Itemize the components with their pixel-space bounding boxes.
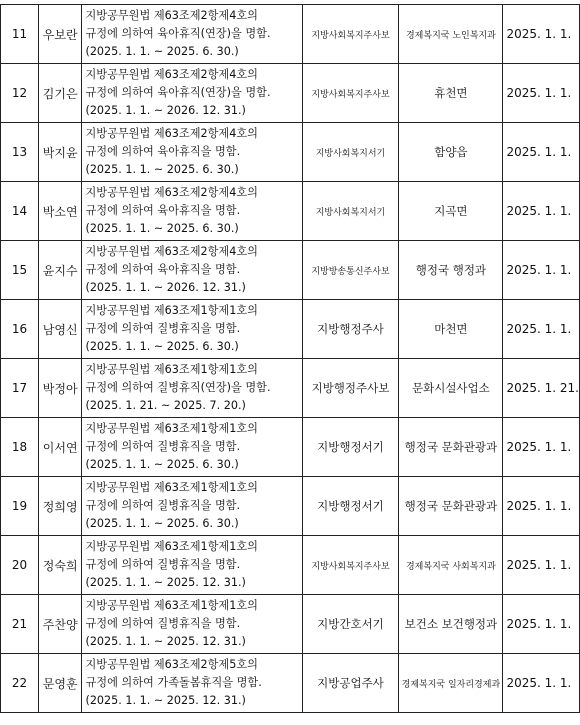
row-number: 22 [1,654,39,713]
department: 경제복지국 사회복지과 [399,536,503,595]
job-position: 지방행정서기 [302,477,399,536]
description-line: 지방공무원법 제63조제1항제1호의 [85,304,258,317]
description-line: 규정에 의하여 질병휴직을 명함. [85,322,241,335]
effective-date: 2025. 1. 21. [503,359,580,418]
employee-name: 우보란 [38,5,82,64]
description-line: (2025. 1. 1. ~ 2025. 6. 30.) [85,340,239,353]
description-line: 지방공무원법 제63조제1항제1호의 [85,540,258,553]
table-row [1,182,580,241]
table-row [1,654,580,713]
employee-name: 박정아 [38,359,82,418]
order-description [82,477,302,536]
description-line: (2025. 1. 1. ~ 2025. 12. 31.) [85,635,246,648]
department: 마천면 [399,300,503,359]
table-row [1,64,580,123]
row-number: 13 [1,123,39,182]
department: 경제복지국 노인복지과 [399,5,503,64]
table-row [1,359,580,418]
order-description [82,654,302,713]
employee-name: 김기은 [38,64,82,123]
effective-date: 2025. 1. 1. [503,123,580,182]
order-description [82,536,302,595]
description-line: 규정에 의하여 육아휴직을 명함. [85,263,241,276]
description-line: 지방공무원법 제63조제2항제4호의 [85,9,258,22]
description-line: 규정에 의하여 질병휴직을 명함. [85,440,241,453]
description-line: 지방공무원법 제63조제2항제4호의 [85,186,258,199]
employee-name: 이서연 [38,418,82,477]
row-number: 16 [1,300,39,359]
effective-date: 2025. 1. 1. [503,300,580,359]
description-line: 지방공무원법 제63조제2항제5호의 [85,658,258,671]
description-line: 규정에 의하여 가족돌봄휴직을 명함. [85,676,262,689]
description-line: 규정에 의하여 질병휴직을 명함. [85,558,241,571]
department: 행정국 행정과 [399,241,503,300]
department: 행정국 문화관광과 [399,418,503,477]
description-line: (2025. 1. 1. ~ 2026. 12. 31.) [85,104,246,117]
table-row [1,123,580,182]
department: 문화시설사업소 [399,359,503,418]
job-position: 지방사회복지서기 [302,123,399,182]
effective-date: 2025. 1. 1. [503,654,580,713]
row-number: 14 [1,182,39,241]
employee-name: 정숙희 [38,536,82,595]
table-body [1,5,580,713]
description-line: (2025. 1. 1. ~ 2025. 6. 30.) [85,458,239,471]
description-line: 규정에 의하여 육아휴직을 명함. [85,145,241,158]
description-line: 규정에 의하여 육아휴직(연장)을 명함. [85,27,271,40]
description-line: 지방공무원법 제63조제2항제4호의 [85,127,258,140]
description-line: 규정에 의하여 질병휴직(연장)을 명함. [85,381,271,394]
row-number: 11 [1,5,39,64]
effective-date: 2025. 1. 1. [503,64,580,123]
description-line: 지방공무원법 제63조제1항제1호의 [85,422,258,435]
order-description [82,5,302,64]
table-row [1,5,580,64]
description-line: 지방공무원법 제63조제1항제1호의 [85,599,258,612]
description-line: (2025. 1. 1. ~ 2025. 6. 30.) [85,517,239,530]
order-description [82,595,302,654]
employee-name: 주찬양 [38,595,82,654]
department: 지곡면 [399,182,503,241]
order-description [82,182,302,241]
effective-date: 2025. 1. 1. [503,595,580,654]
effective-date: 2025. 1. 1. [503,477,580,536]
row-number: 21 [1,595,39,654]
job-position: 지방사회복지주사보 [302,5,399,64]
job-position: 지방사회복지주사보 [302,536,399,595]
order-description [82,359,302,418]
employee-name: 정희영 [38,477,82,536]
employee-name: 윤지수 [38,241,82,300]
job-position: 지방행정주사 [302,300,399,359]
order-description [82,241,302,300]
employee-name: 박소연 [38,182,82,241]
description-line: 지방공무원법 제63조제2항제4호의 [85,245,258,258]
job-position: 지방행정주사보 [302,359,399,418]
description-line: 규정에 의하여 질병휴직을 명함. [85,499,241,512]
description-line: (2025. 1. 21. ~ 2025. 7. 20.) [85,399,246,412]
table-row [1,536,580,595]
row-number: 19 [1,477,39,536]
job-position: 지방사회복지주사보 [302,64,399,123]
job-position: 지방간호서기 [302,595,399,654]
department: 행정국 문화관광과 [399,477,503,536]
job-position: 지방공업주사 [302,654,399,713]
table-row [1,418,580,477]
effective-date: 2025. 1. 1. [503,182,580,241]
description-line: (2025. 1. 1. ~ 2025. 12. 31.) [85,576,246,589]
description-line: (2025. 1. 1. ~ 2025. 6. 30.) [85,45,239,58]
description-line: (2025. 1. 1. ~ 2025. 12. 31.) [85,694,246,707]
department: 함양읍 [399,123,503,182]
effective-date: 2025. 1. 1. [503,5,580,64]
row-number: 12 [1,64,39,123]
order-description [82,123,302,182]
department: 보건소 보건행정과 [399,595,503,654]
personnel-table [0,4,580,713]
row-number: 20 [1,536,39,595]
row-number: 18 [1,418,39,477]
description-line: (2025. 1. 1. ~ 2025. 6. 30.) [85,222,239,235]
description-line: 규정에 의하여 육아휴직(연장)을 명함. [85,86,271,99]
table-row [1,300,580,359]
table-row [1,241,580,300]
employee-name: 박지윤 [38,123,82,182]
order-description [82,300,302,359]
order-description [82,418,302,477]
department: 경제복지국 일자리경제과 [399,654,503,713]
job-position: 지방행정서기 [302,418,399,477]
row-number: 17 [1,359,39,418]
description-line: 규정에 의하여 육아휴직을 명함. [85,204,241,217]
description-line: 지방공무원법 제63조제1항제1호의 [85,363,258,376]
table-row [1,595,580,654]
description-line: (2025. 1. 1. ~ 2025. 6. 30.) [85,163,239,176]
employee-name: 문영훈 [38,654,82,713]
description-line: 지방공무원법 제63조제2항제4호의 [85,68,258,81]
job-position: 지방사회복지서기 [302,182,399,241]
department: 휴천면 [399,64,503,123]
row-number: 15 [1,241,39,300]
effective-date: 2025. 1. 1. [503,418,580,477]
job-position: 지방방송통신주사보 [302,241,399,300]
order-description [82,64,302,123]
effective-date: 2025. 1. 1. [503,536,580,595]
effective-date: 2025. 1. 1. [503,241,580,300]
table-row [1,477,580,536]
description-line: 규정에 의하여 질병휴직을 명함. [85,617,241,630]
description-line: 지방공무원법 제63조제1항제1호의 [85,481,258,494]
description-line: (2025. 1. 1. ~ 2026. 12. 31.) [85,281,246,294]
employee-name: 남영신 [38,300,82,359]
